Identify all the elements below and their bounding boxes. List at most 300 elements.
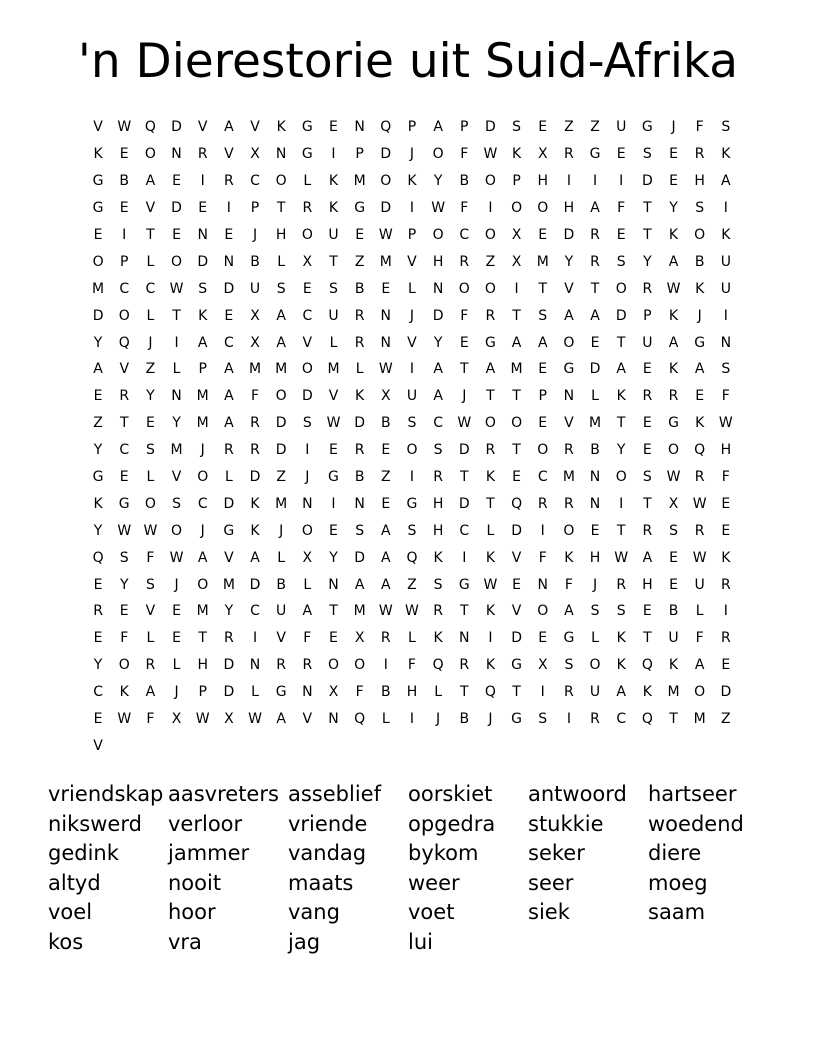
grid-letter[interactable]: O	[458, 280, 470, 297]
grid-letter[interactable]: I	[305, 442, 310, 459]
grid-letter[interactable]: E	[642, 415, 652, 432]
grid-letter[interactable]: G	[641, 119, 653, 136]
grid-letter[interactable]: D	[249, 469, 261, 486]
grid-letter[interactable]: D	[171, 200, 182, 217]
grid-letter[interactable]: U	[668, 630, 679, 647]
grid-letter[interactable]: O	[171, 522, 183, 539]
grid-letter[interactable]: H	[589, 549, 601, 566]
grid-letter[interactable]: L	[355, 361, 364, 378]
grid-letter[interactable]: E	[616, 227, 626, 243]
grid-letter[interactable]: T	[643, 495, 652, 512]
grid-letter[interactable]: U	[328, 307, 339, 324]
grid-letter[interactable]: N	[275, 146, 287, 163]
grid-letter[interactable]: N	[432, 280, 444, 297]
grid-letter[interactable]: E	[119, 146, 129, 163]
grid-letter[interactable]: V	[145, 200, 156, 217]
grid-letter[interactable]: L	[486, 522, 495, 539]
grid-letter[interactable]: O	[537, 603, 549, 620]
grid-letter[interactable]: G	[354, 200, 366, 217]
grid-letter[interactable]: I	[462, 549, 467, 566]
grid-letter[interactable]: H	[694, 173, 705, 190]
grid-letter[interactable]: A	[485, 361, 496, 378]
grid-letter[interactable]: R	[93, 603, 103, 620]
grid-letter[interactable]: S	[616, 603, 626, 620]
grid-letter[interactable]: G	[563, 630, 575, 647]
grid-letter[interactable]: G	[484, 334, 496, 351]
grid-letter[interactable]: O	[537, 200, 549, 217]
grid-letter[interactable]: N	[171, 388, 182, 405]
grid-letter[interactable]: Y	[564, 253, 574, 270]
grid-letter[interactable]: B	[668, 603, 679, 620]
grid-letter[interactable]: O	[589, 657, 601, 674]
grid-letter[interactable]: M	[510, 361, 523, 378]
grid-letter[interactable]: Q	[144, 119, 156, 136]
grid-letter[interactable]: H	[642, 576, 653, 593]
grid-letter[interactable]: K	[198, 307, 208, 324]
grid-letter[interactable]: A	[668, 334, 679, 351]
grid-letter[interactable]: A	[224, 388, 234, 405]
grid-letter[interactable]: V	[302, 334, 313, 351]
grid-letter[interactable]: W	[326, 415, 341, 432]
grid-letter[interactable]: D	[354, 415, 366, 432]
grid-letter[interactable]: S	[642, 469, 652, 486]
grid-letter[interactable]: R	[642, 522, 653, 539]
grid-letter[interactable]: N	[249, 657, 261, 674]
grid-letter[interactable]: O	[327, 657, 339, 674]
grid-letter[interactable]: E	[512, 469, 521, 486]
grid-letter[interactable]: H	[432, 253, 444, 270]
grid-letter[interactable]: A	[93, 361, 103, 378]
grid-letter[interactable]: O	[144, 495, 156, 512]
grid-letter[interactable]: F	[355, 684, 364, 701]
grid-letter[interactable]: R	[694, 522, 705, 539]
grid-letter[interactable]: K	[642, 684, 652, 701]
grid-letter[interactable]: P	[643, 307, 652, 324]
grid-letter[interactable]: A	[381, 549, 391, 566]
grid-letter[interactable]: K	[511, 146, 522, 163]
grid-letter[interactable]: M	[327, 361, 340, 378]
grid-letter[interactable]: G	[668, 415, 679, 432]
grid-letter[interactable]: F	[407, 657, 416, 674]
grid-letter[interactable]: M	[667, 684, 680, 701]
grid-letter[interactable]: D	[354, 549, 366, 566]
grid-letter[interactable]: D	[511, 630, 522, 647]
grid-letter[interactable]: E	[93, 576, 103, 593]
grid-letter[interactable]: B	[250, 253, 260, 270]
grid-letter[interactable]: H	[720, 442, 732, 459]
grid-letter[interactable]: U	[642, 334, 653, 351]
grid-letter[interactable]: I	[723, 200, 728, 217]
grid-letter[interactable]: A	[616, 361, 626, 378]
grid-letter[interactable]: A	[224, 119, 234, 136]
grid-letter[interactable]: R	[485, 442, 496, 459]
grid-letter[interactable]: V	[564, 415, 574, 432]
grid-letter[interactable]: R	[223, 442, 234, 459]
grid-letter[interactable]: J	[279, 522, 284, 539]
grid-letter[interactable]: Z	[145, 361, 156, 378]
grid-letter[interactable]: C	[145, 280, 156, 297]
grid-letter[interactable]: J	[174, 576, 179, 593]
grid-letter[interactable]: J	[200, 442, 205, 459]
grid-letter[interactable]: O	[432, 146, 444, 163]
grid-letter[interactable]: E	[590, 334, 600, 351]
grid-letter[interactable]: J	[200, 522, 205, 539]
grid-letter[interactable]: W	[169, 280, 184, 297]
grid-letter[interactable]: T	[643, 630, 652, 647]
grid-letter[interactable]: E	[93, 388, 103, 405]
grid-letter[interactable]: M	[170, 442, 183, 459]
grid-letter[interactable]: D	[720, 684, 732, 701]
grid-letter[interactable]: E	[459, 334, 469, 351]
grid-letter[interactable]: N	[223, 253, 235, 270]
grid-letter[interactable]: O	[171, 253, 183, 270]
grid-letter[interactable]: Q	[406, 549, 418, 566]
grid-letter[interactable]: S	[642, 146, 652, 163]
grid-letter[interactable]: V	[511, 549, 522, 566]
grid-letter[interactable]: I	[540, 522, 545, 539]
grid-letter[interactable]: E	[381, 280, 391, 297]
grid-letter[interactable]: E	[355, 227, 365, 243]
grid-letter[interactable]: R	[119, 388, 130, 405]
grid-letter[interactable]: I	[383, 657, 388, 674]
grid-letter[interactable]: L	[146, 307, 155, 324]
grid-letter[interactable]: L	[591, 388, 599, 405]
grid-letter[interactable]: X	[250, 146, 260, 163]
grid-letter[interactable]: A	[197, 334, 208, 351]
grid-letter[interactable]: O	[484, 227, 496, 243]
grid-letter[interactable]: R	[564, 684, 574, 701]
grid-letter[interactable]: R	[302, 657, 313, 674]
grid-letter[interactable]: Q	[354, 711, 366, 728]
grid-letter[interactable]: C	[250, 603, 260, 620]
grid-letter[interactable]: A	[276, 334, 286, 351]
grid-letter[interactable]: U	[720, 280, 731, 297]
grid-letter[interactable]: T	[643, 200, 652, 217]
grid-letter[interactable]: A	[564, 603, 574, 620]
grid-letter[interactable]: Y	[93, 657, 103, 674]
grid-letter[interactable]: E	[381, 495, 391, 512]
grid-letter[interactable]: K	[250, 522, 260, 539]
grid-letter[interactable]: W	[483, 576, 498, 593]
grid-letter[interactable]: W	[718, 415, 733, 432]
grid-letter[interactable]: N	[354, 119, 365, 136]
grid-letter[interactable]: E	[329, 119, 338, 136]
grid-letter[interactable]: A	[590, 307, 600, 324]
grid-letter[interactable]: D	[458, 442, 470, 459]
grid-letter[interactable]: K	[355, 388, 365, 405]
grid-letter[interactable]: Y	[224, 603, 234, 620]
grid-letter[interactable]: C	[302, 307, 313, 324]
grid-letter[interactable]: L	[146, 630, 155, 647]
grid-letter[interactable]: E	[642, 361, 652, 378]
grid-letter[interactable]: E	[329, 630, 338, 647]
grid-letter[interactable]: V	[276, 630, 286, 647]
grid-letter[interactable]: L	[277, 549, 286, 566]
grid-letter[interactable]: H	[432, 495, 444, 512]
grid-letter[interactable]: S	[433, 442, 443, 459]
grid-letter[interactable]: V	[145, 603, 156, 620]
grid-letter[interactable]: I	[226, 200, 231, 217]
grid-letter[interactable]: R	[459, 253, 470, 270]
grid-letter[interactable]: W	[483, 146, 498, 163]
grid-letter[interactable]: T	[276, 200, 286, 217]
grid-letter[interactable]: V	[407, 334, 417, 351]
grid-letter[interactable]: F	[303, 630, 312, 647]
grid-letter[interactable]: L	[695, 603, 704, 620]
grid-letter[interactable]: G	[511, 711, 522, 728]
grid-letter[interactable]: O	[484, 415, 496, 432]
grid-letter[interactable]: T	[538, 280, 548, 297]
grid-letter[interactable]: A	[433, 388, 443, 405]
grid-letter[interactable]: K	[485, 603, 496, 620]
grid-letter[interactable]: A	[224, 361, 234, 378]
grid-letter[interactable]: M	[196, 603, 209, 620]
grid-letter[interactable]: R	[197, 146, 208, 163]
grid-letter[interactable]: X	[171, 711, 182, 728]
grid-letter[interactable]: W	[692, 495, 707, 512]
grid-letter[interactable]: E	[669, 173, 678, 190]
grid-letter[interactable]: D	[511, 522, 522, 539]
grid-letter[interactable]: K	[250, 495, 260, 512]
grid-letter[interactable]: C	[223, 334, 234, 351]
grid-letter[interactable]: Q	[511, 495, 523, 512]
grid-letter[interactable]: T	[146, 227, 155, 243]
grid-letter[interactable]: F	[695, 630, 704, 647]
grid-letter[interactable]: R	[590, 227, 600, 243]
grid-letter[interactable]: K	[668, 307, 679, 324]
grid-letter[interactable]: L	[408, 630, 416, 647]
grid-letter[interactable]: O	[484, 173, 496, 190]
grid-letter[interactable]: T	[616, 334, 626, 351]
grid-letter[interactable]: S	[669, 522, 678, 539]
grid-letter[interactable]: E	[381, 442, 391, 459]
grid-letter[interactable]: G	[223, 522, 235, 539]
grid-letter[interactable]: F	[617, 200, 626, 217]
grid-letter[interactable]: R	[668, 388, 679, 405]
grid-letter[interactable]: S	[407, 415, 417, 432]
grid-letter[interactable]: A	[250, 549, 260, 566]
grid-letter[interactable]: E	[93, 711, 103, 728]
grid-letter[interactable]: T	[459, 603, 469, 620]
grid-letter[interactable]: F	[564, 576, 573, 593]
grid-letter[interactable]: V	[250, 119, 260, 136]
grid-letter[interactable]: L	[277, 253, 286, 270]
grid-letter[interactable]: K	[328, 200, 339, 217]
grid-letter[interactable]: N	[563, 388, 575, 405]
grid-letter[interactable]: A	[433, 361, 443, 378]
grid-letter[interactable]: R	[250, 415, 260, 432]
grid-letter[interactable]: D	[380, 200, 392, 217]
grid-letter[interactable]: C	[459, 227, 470, 243]
grid-letter[interactable]: O	[563, 334, 575, 351]
grid-letter[interactable]: R	[642, 388, 653, 405]
grid-letter[interactable]: F	[460, 146, 469, 163]
grid-letter[interactable]: U	[276, 603, 287, 620]
grid-letter[interactable]: I	[200, 173, 205, 190]
grid-letter[interactable]: L	[434, 684, 443, 701]
grid-letter[interactable]: Q	[694, 442, 706, 459]
grid-letter[interactable]: O	[275, 388, 287, 405]
grid-letter[interactable]: J	[592, 576, 598, 593]
grid-letter[interactable]: T	[459, 684, 469, 701]
grid-letter[interactable]: S	[695, 200, 705, 217]
grid-letter[interactable]: W	[666, 469, 681, 486]
grid-letter[interactable]: S	[538, 307, 548, 324]
grid-letter[interactable]: H	[563, 200, 575, 217]
grid-letter[interactable]: E	[93, 227, 103, 243]
grid-letter[interactable]: V	[93, 119, 103, 136]
grid-letter[interactable]: S	[590, 603, 600, 620]
grid-letter[interactable]: Q	[641, 657, 653, 674]
grid-letter[interactable]: B	[380, 684, 391, 701]
grid-letter[interactable]: L	[591, 630, 599, 647]
grid-letter[interactable]: Z	[354, 253, 365, 270]
grid-letter[interactable]: K	[721, 549, 731, 566]
grid-letter[interactable]: U	[249, 280, 261, 297]
grid-letter[interactable]: S	[302, 415, 312, 432]
grid-letter[interactable]: O	[694, 684, 706, 701]
grid-letter[interactable]: M	[693, 711, 706, 728]
grid-letter[interactable]: Q	[92, 549, 104, 566]
grid-letter[interactable]: I	[331, 495, 336, 512]
grid-letter[interactable]: E	[224, 227, 234, 243]
grid-letter[interactable]: B	[354, 469, 365, 486]
grid-letter[interactable]: A	[302, 603, 313, 620]
grid-letter[interactable]: G	[694, 334, 706, 351]
grid-letter[interactable]: O	[144, 146, 156, 163]
grid-letter[interactable]: V	[224, 549, 234, 566]
grid-letter[interactable]: E	[721, 495, 731, 512]
grid-letter[interactable]: U	[694, 576, 705, 593]
grid-letter[interactable]: W	[117, 711, 132, 728]
grid-letter[interactable]: O	[615, 280, 627, 297]
grid-letter[interactable]: J	[252, 227, 258, 243]
grid-letter[interactable]: D	[432, 307, 444, 324]
grid-letter[interactable]: E	[512, 576, 521, 593]
grid-letter[interactable]: M	[379, 253, 392, 270]
grid-letter[interactable]: R	[720, 576, 731, 593]
grid-letter[interactable]: K	[328, 173, 339, 190]
grid-letter[interactable]: T	[643, 227, 652, 243]
grid-letter[interactable]: B	[119, 173, 130, 190]
grid-letter[interactable]: N	[197, 227, 208, 243]
grid-letter[interactable]: D	[92, 307, 104, 324]
grid-letter[interactable]: K	[721, 146, 731, 163]
grid-letter[interactable]: Y	[616, 442, 626, 459]
grid-letter[interactable]: S	[355, 522, 365, 539]
grid-letter[interactable]: B	[354, 280, 365, 297]
grid-letter[interactable]: L	[172, 657, 181, 674]
grid-letter[interactable]: T	[459, 469, 469, 486]
grid-letter[interactable]: O	[511, 415, 523, 432]
grid-letter[interactable]: L	[381, 711, 390, 728]
grid-letter[interactable]: E	[669, 576, 678, 593]
grid-letter[interactable]: A	[590, 200, 600, 217]
grid-letter[interactable]: F	[460, 200, 469, 217]
grid-letter[interactable]: X	[224, 711, 234, 728]
grid-letter[interactable]: A	[145, 173, 156, 190]
grid-letter[interactable]: P	[538, 388, 547, 405]
grid-letter[interactable]: W	[692, 549, 707, 566]
grid-letter[interactable]: L	[329, 334, 338, 351]
grid-letter[interactable]: K	[485, 657, 496, 674]
grid-letter[interactable]: T	[512, 307, 521, 324]
grid-letter[interactable]: A	[433, 119, 443, 136]
grid-letter[interactable]: C	[537, 469, 548, 486]
grid-letter[interactable]: E	[119, 603, 129, 620]
grid-letter[interactable]: P	[407, 227, 417, 243]
grid-letter[interactable]: S	[172, 495, 181, 512]
grid-letter[interactable]: E	[538, 415, 548, 432]
grid-letter[interactable]: E	[302, 280, 312, 297]
grid-letter[interactable]: R	[694, 469, 705, 486]
grid-letter[interactable]: U	[406, 388, 418, 405]
grid-letter[interactable]: Q	[641, 711, 653, 728]
grid-letter[interactable]: P	[407, 119, 417, 136]
grid-letter[interactable]: D	[197, 253, 209, 270]
grid-letter[interactable]: B	[380, 415, 391, 432]
grid-letter[interactable]: Y	[643, 253, 652, 270]
grid-letter[interactable]: K	[668, 227, 679, 243]
grid-letter[interactable]: W	[666, 280, 681, 297]
grid-letter[interactable]: J	[148, 334, 153, 351]
grid-letter[interactable]: L	[303, 173, 312, 190]
grid-letter[interactable]: Z	[485, 253, 496, 270]
grid-letter[interactable]: Y	[329, 549, 338, 566]
grid-letter[interactable]: E	[590, 522, 600, 539]
grid-letter[interactable]: P	[120, 253, 129, 270]
grid-letter[interactable]: I	[409, 711, 415, 728]
grid-letter[interactable]: K	[695, 280, 705, 297]
grid-letter[interactable]: K	[616, 657, 626, 674]
grid-letter[interactable]: E	[329, 522, 338, 539]
grid-letter[interactable]: U	[616, 119, 627, 136]
grid-letter[interactable]: M	[353, 603, 366, 620]
grid-letter[interactable]: R	[302, 200, 313, 217]
grid-letter[interactable]: K	[93, 146, 103, 163]
grid-letter[interactable]: O	[275, 173, 287, 190]
grid-letter[interactable]: K	[433, 549, 443, 566]
grid-letter[interactable]: E	[538, 227, 548, 243]
grid-letter[interactable]: P	[512, 173, 521, 190]
grid-letter[interactable]: O	[301, 227, 313, 243]
grid-letter[interactable]: E	[329, 442, 338, 459]
grid-letter[interactable]: N	[589, 469, 601, 486]
grid-letter[interactable]: G	[458, 576, 470, 593]
grid-letter[interactable]: Y	[93, 522, 103, 539]
grid-letter[interactable]: O	[511, 200, 523, 217]
grid-letter[interactable]: E	[172, 630, 181, 647]
grid-letter[interactable]: E	[538, 630, 548, 647]
grid-letter[interactable]: M	[196, 388, 209, 405]
grid-letter[interactable]: S	[407, 522, 417, 539]
grid-letter[interactable]: N	[171, 146, 182, 163]
grid-letter[interactable]: Z	[721, 711, 731, 728]
grid-letter[interactable]: A	[381, 522, 391, 539]
grid-letter[interactable]: I	[566, 711, 571, 728]
grid-letter[interactable]: G	[92, 173, 104, 190]
grid-letter[interactable]: C	[119, 442, 130, 459]
grid-letter[interactable]: H	[432, 522, 444, 539]
grid-letter[interactable]: J	[462, 388, 467, 405]
grid-letter[interactable]: B	[694, 253, 705, 270]
grid-letter[interactable]: Y	[433, 334, 443, 351]
grid-letter[interactable]: S	[616, 253, 626, 270]
grid-letter[interactable]: E	[172, 173, 181, 190]
grid-letter[interactable]: J	[697, 307, 702, 324]
grid-letter[interactable]: K	[485, 469, 496, 486]
grid-letter[interactable]: E	[145, 415, 155, 432]
